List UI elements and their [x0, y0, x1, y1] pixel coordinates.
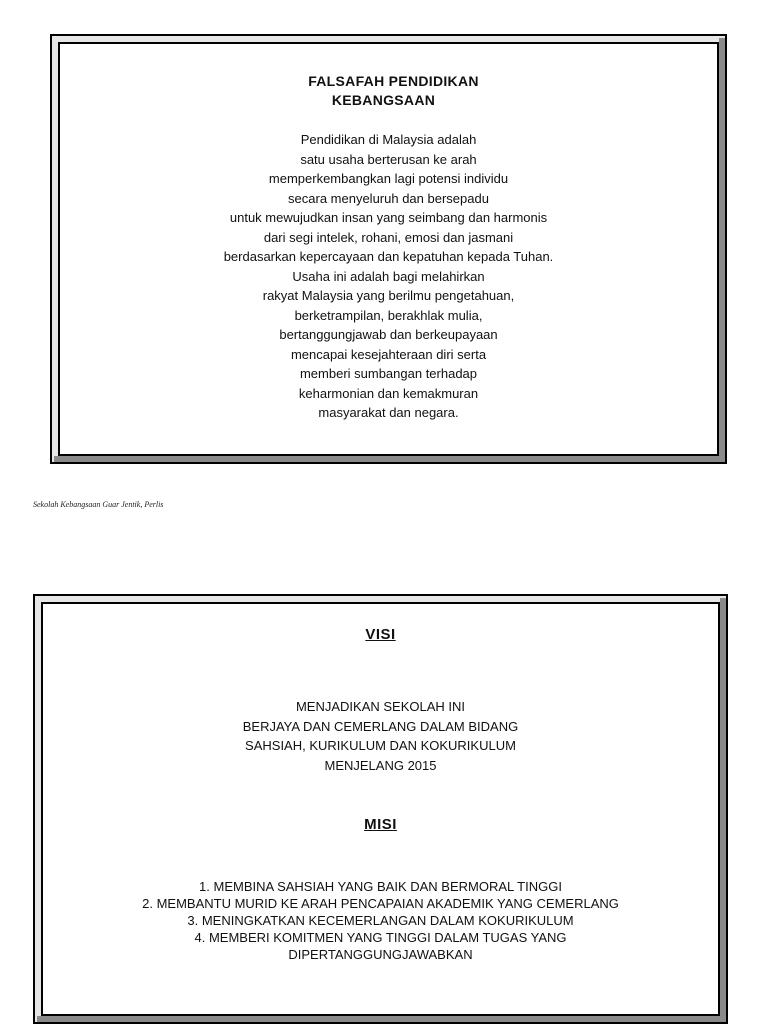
- visi-line: BERJAYA DAN CEMERLANG DALAM BIDANG: [242, 718, 519, 734]
- falsafah-line: secara menyeluruh dan bersepadu: [288, 190, 489, 206]
- misi-heading: MISI: [364, 816, 397, 833]
- misi-item: 1. MEMBINA SAHSIAH YANG BAIK DAN BERMORAL TINGGI: [199, 879, 562, 894]
- frame-bevel-top: [52, 36, 725, 42]
- falsafah-line: keharmonian dan kemakmuran: [298, 385, 479, 401]
- falsafah-line: berdasarkan kepercayaan dan kepatuhan kepada Tuhan.: [223, 249, 554, 264]
- misi-text: [35, 878, 726, 963]
- falsafah-text: [52, 130, 725, 423]
- falsafah-line: memberi sumbangan terhadap: [299, 366, 478, 381]
- falsafah-line: Usaha ini adalah bagi melahirkan: [292, 268, 485, 284]
- misi-item: 3. MENINGKATKAN KECEMERLANGAN DALAM KOKURIKULUM: [187, 913, 574, 928]
- falsafah-line: mencapai kesejahteraan diri serta: [290, 346, 487, 362]
- falsafah-frame: [50, 34, 727, 464]
- falsafah-title: [52, 72, 725, 110]
- falsafah-title-line2: KEBANGSAAN: [331, 92, 436, 108]
- visi-text: [35, 697, 726, 775]
- visi-misi-frame: [33, 594, 728, 1024]
- falsafah-line: bertanggungjawab dan berkeupayaan: [279, 327, 498, 342]
- falsafah-title-line1: FALSAFAH PENDIDIKAN: [308, 73, 479, 89]
- falsafah-line: satu usaha berterusan ke arah: [300, 151, 477, 167]
- falsafah-line: Pendidikan di Malaysia adalah: [300, 132, 477, 147]
- visi-line: SAHSIAH, KURIKULUM DAN KOKURIKULUM: [245, 738, 516, 753]
- misi-item: 2. MEMBANTU MURID KE ARAH PENCAPAIAN AKADEMIK YANG CEMERLANG: [142, 896, 619, 911]
- visi-line: MENJELANG 2015: [324, 757, 437, 773]
- falsafah-line: rakyat Malaysia yang berilmu pengetahuan,: [262, 288, 515, 303]
- falsafah-line: berketrampilan, berakhlak mulia,: [294, 307, 483, 323]
- visi-line: MENJADIKAN SEKOLAH INI: [295, 699, 466, 714]
- school-footer: Sekolah Kebangsaan Guar Jentik, Perlis: [33, 500, 164, 509]
- frame-bevel-top: [35, 596, 726, 602]
- frame-bevel-bottom: [37, 1016, 726, 1022]
- falsafah-line: dari segi intelek, rohani, emosi dan jasmani: [263, 229, 514, 245]
- falsafah-line: memperkembangkan lagi potensi individu: [268, 171, 509, 186]
- falsafah-line: masyarakat dan negara.: [318, 405, 459, 420]
- misi-item: DIPERTANGGUNGJAWABKAN: [288, 947, 473, 962]
- frame-bevel-bottom: [54, 456, 725, 462]
- misi-item: 4. MEMBERI KOMITMEN YANG TINGGI DALAM TUGAS YANG: [194, 930, 567, 945]
- falsafah-line: untuk mewujudkan insan yang seimbang dan harmonis: [229, 210, 548, 225]
- visi-heading: VISI: [365, 626, 396, 643]
